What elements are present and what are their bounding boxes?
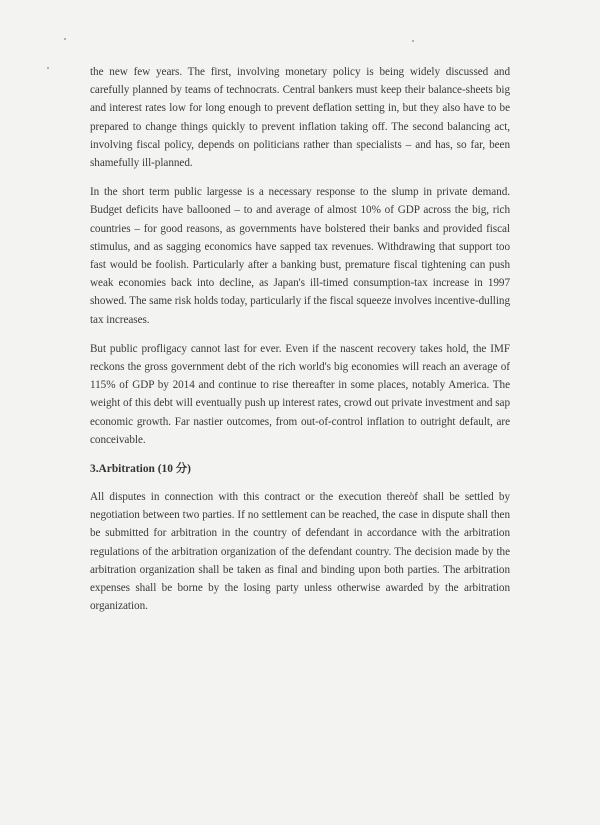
paragraph-public-profligacy: But public profligacy cannot last for ever. Even if the nascent recovery takes hold, the IMF reckons the gross government debt of the rich world's big economies will reach an average of 115% of GDP by 2014 and continue to rise thereafter in some places, notably America. The weight of this debt will eventually push up interest rates, crowd out private investment and sap economic growth. Far nastier outcomes, from out-of-control inflation to outright default, are conceivable. [90, 342, 510, 446]
document-body [90, 63, 510, 626]
section-heading-arbitration: 3.Arbitration (10 分) [90, 463, 191, 476]
scan-speck [412, 40, 414, 42]
paragraph-public-largesse: In the short term public largesse is a necessary response to the slump in private demand. Budget deficits have ballooned – to and average of almost 10% of GDP across the big, rich countries – for good reasons, as governments have bolstered their banks and provided fiscal stimulus, and as sagging economics have sapped tax revenues. Withdrawing that support too fast would be foolish. Particularly after a banking bust, premature fiscal tightening can push weak economies back into decline, as Japan's ill-timed consumption-tax increase in 1997 showed. The same risk holds today, particularly if the fiscal squeeze involves incentive-dulling tax increases. [90, 186, 510, 326]
paragraph-monetary-fiscal: the new few years. The first, involving monetary policy is being widely discussed and carefully planned by teams of technocrats. Central bankers must keep their balance-sheets big and interest rates low for long enough to prevent deflation setting in, but they also have to be prepared to change things quickly to prevent inflation taking off. The second balancing act, involving fiscal policy, depends on politicians rather than specialists – and has, so far, been shamefully ill-planned. [90, 66, 510, 170]
scan-speck [64, 38, 66, 40]
paragraph-arbitration-clause: All disputes in connection with this contract or the execution thereof shall be settled by negotiation between two parties. If no settlement can be reached, the case in dispute shall then be submitted for arbitration in the country of defendant in accordance with the arbitration regulations of the arbitration organization of the defendant country. The decision made by the arbitration organization shall be taken as final and binding upon both parties. The arbitration expenses shall be borne by the losing party unless otherwise awarded by the arbitration organization. [90, 491, 510, 613]
scan-speck [47, 67, 49, 69]
